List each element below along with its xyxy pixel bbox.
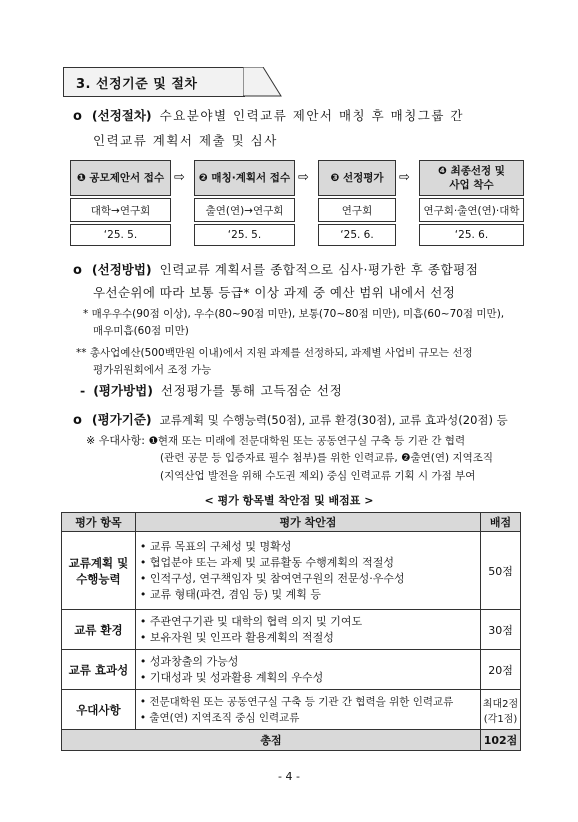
row-items <box>135 650 480 690</box>
preference-text-cont: (지역산업 발전을 위해 수도권 제외) 중심 인력교류 기획 시 가점 부여 <box>160 470 476 482</box>
header-criteria: 평가 착안점 <box>135 513 480 532</box>
bullet-marker: - <box>80 383 86 398</box>
list-item: • 주관연구기관 및 대학의 협력 의지 및 기여도 <box>140 614 476 630</box>
flow-arrow-icon: ⇨ <box>174 170 185 185</box>
section-title-text: 선정기준 및 절차 <box>96 77 198 92</box>
flow-step-3-date: ‘25. 6. <box>318 224 396 246</box>
flow-step-4-actor: 연구회·출연(연)·대학 <box>419 198 524 222</box>
total-score: 102점 <box>481 730 521 751</box>
section-title <box>76 73 197 92</box>
list-item: • 교류 목표의 구체성 및 명확성 <box>140 539 476 555</box>
row-category: 교류 효과성 <box>62 650 136 690</box>
bullet-text: 교류계획 및 수행능력(50점), 교류 환경(30점), 교류 효과성(20점) 등 <box>159 413 508 427</box>
footnote-grade-cont: 매우미흡(60점 미만) <box>93 325 189 337</box>
page-number: - 4 - <box>278 770 300 783</box>
bullet-marker: ο <box>73 263 82 278</box>
list-item: • 보유자원 및 인프라 활용계획의 적절성 <box>140 630 476 646</box>
flow-step-1-title: ❶ 공모제안서 접수 <box>70 160 171 196</box>
list-item: • 출연(연) 지역조직 중심 인력교류 <box>140 710 476 726</box>
flow-step-2-title: ❷ 매칭·계획서 접수 <box>194 160 295 196</box>
section-number: 3. <box>76 77 91 92</box>
preference-text: ❶현재 또는 미래에 전문대학원 또는 공동연구실 구축 등 기관 간 협력 <box>148 435 466 447</box>
flow-arrow-icon: ⇨ <box>298 170 309 185</box>
footnote-budget-cont: 평가위원회에서 조정 가능 <box>93 364 212 376</box>
bullet-evaluation-method <box>80 381 343 401</box>
row-items <box>135 532 480 610</box>
row-score: 30점 <box>481 610 521 650</box>
header-category: 평가 항목 <box>62 513 136 532</box>
row-items <box>135 690 480 730</box>
table-header-row <box>62 513 521 532</box>
evaluation-table <box>61 512 521 751</box>
row-score: 최대2점 (각1점) <box>481 690 521 730</box>
flow-step-2-actor: 출연(연)→연구회 <box>194 198 295 222</box>
table-row <box>62 610 521 650</box>
bullet-marker: ο <box>73 413 82 428</box>
table-row <box>62 650 521 690</box>
bullet-head: (평가기준) <box>91 412 152 427</box>
flow-step-3-title: ❸ 선정평가 <box>318 160 396 196</box>
flow-step-1-actor: 대학→연구회 <box>70 198 171 222</box>
flow-step-1-date: ‘25. 5. <box>70 224 171 246</box>
flow-step-2-date: ‘25. 5. <box>194 224 295 246</box>
table-total-row <box>62 730 521 751</box>
total-label: 총점 <box>62 730 481 751</box>
section-header-tail <box>243 67 283 97</box>
preference-text-cont: (관련 공문 등 입증자료 필수 첨부)를 위한 인력교류, ❷출연(연) 지역조직 <box>160 452 494 464</box>
bullet-head: (선정절차) <box>91 108 152 123</box>
bullet-evaluation-criteria <box>73 410 508 431</box>
row-items <box>135 610 480 650</box>
flow-arrow-icon: ⇨ <box>399 170 410 185</box>
footnote-budget: ** 총사업예산(500백만원 이내)에서 지원 과제를 선정하되, 과제별 사업비 규모는 선정 <box>76 347 473 359</box>
row-score: 50점 <box>481 532 521 610</box>
bullet-head: (선정방법) <box>91 262 152 277</box>
table-row <box>62 690 521 730</box>
list-item: • 교류 형태(파견, 겸임 등) 및 계획 등 <box>140 587 476 603</box>
footnote-grade: * 매우우수(90점 이상), 우수(80~90점 미만), 보통(70~80점 미만), 미흡(60~70점 미만), <box>83 308 505 320</box>
bullet-marker: ο <box>73 109 82 124</box>
bullet-text-cont: 우선순위에 따라 보통 등급* 이상 과제 중 예산 범위 내에서 선정 <box>93 285 456 300</box>
row-category: 교류 환경 <box>62 610 136 650</box>
preference-label: ※ 우대사항: <box>86 434 145 447</box>
bullet-text-cont: 인력교류 계획서 제출 및 심사 <box>93 133 278 148</box>
flow-step-4-date: ‘25. 6. <box>419 224 524 246</box>
list-item: • 기대성과 및 성과활용 계획의 우수성 <box>140 670 476 686</box>
row-category: 우대사항 <box>62 690 136 730</box>
table-caption: < 평가 항목별 착안점 및 배점표 > <box>204 494 374 507</box>
list-item: • 협업분야 또는 과제 및 교류활동 수행계획의 적절성 <box>140 555 476 571</box>
row-score: 20점 <box>481 650 521 690</box>
bullet-text: 인력교류 계획서를 종합적으로 심사·평가한 후 종합평점 <box>159 262 479 277</box>
bullet-selection-method <box>73 260 479 281</box>
table-row <box>62 532 521 610</box>
flow-step-4-title: ❹ 최종선정 및 사업 착수 <box>419 160 524 196</box>
row-category: 교류계획 및 수행능력 <box>62 532 136 610</box>
preference-note <box>86 432 465 450</box>
bullet-text: 수요분야별 인력교류 제안서 매칭 후 매칭그룹 간 <box>159 108 464 123</box>
list-item: • 인적구성, 연구책임자 및 참여연구원의 전문성·우수성 <box>140 571 476 587</box>
bullet-head: (평가방법) <box>93 383 153 398</box>
list-item: • 전문대학원 또는 공동연구실 구축 등 기관 간 협력을 위한 인력교류 <box>140 694 476 710</box>
bullet-selection-procedure <box>73 106 464 127</box>
bullet-text: 선정평가를 통해 고득점순 선정 <box>160 383 343 398</box>
header-score: 배점 <box>481 513 521 532</box>
flow-step-3-actor: 연구회 <box>318 198 396 222</box>
list-item: • 성과창출의 가능성 <box>140 654 476 670</box>
